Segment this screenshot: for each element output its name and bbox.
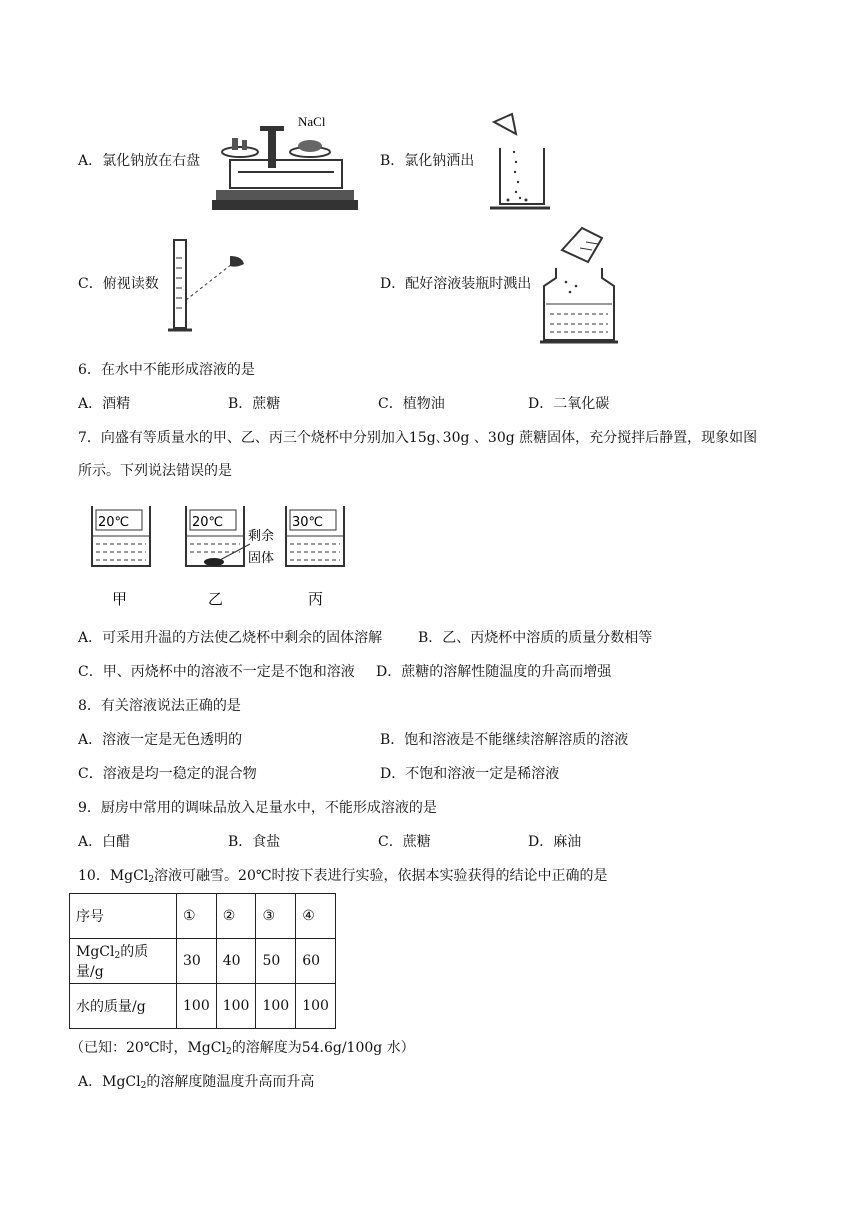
q6-option-c: C．植物油 <box>378 396 445 412</box>
q8-stem: 8．有关溶液说法正确的是 <box>78 698 241 714</box>
q5-option-c: C．俯视读数 <box>78 276 159 292</box>
q10-stem: 10．MgCl$_2$溶液可融雪。20℃时按下表进行实验，依据本实验获得的结论中正确的是 <box>78 868 608 885</box>
q7-stem-line2: 所示。下列说法错误的是 <box>78 463 232 479</box>
table-cell: 50 <box>256 939 296 984</box>
q5-option-a: A．氯化钠放在右盘 <box>78 153 201 169</box>
beaker-jia-label: 甲 <box>112 590 128 608</box>
q9-option-c: C．蔗糖 <box>378 834 431 850</box>
q5-option-d: D．配好溶液装瓶时溅出 <box>380 276 532 292</box>
balance-scale-image <box>210 112 360 212</box>
q10-note: （已知：20℃时，MgCl$_2$的溶解度为54.6g/100g 水） <box>70 1040 415 1057</box>
beaker-spill-image <box>486 112 552 212</box>
table-cell: 水的质量/g <box>70 984 177 1029</box>
residue-label-2: 固体 <box>248 551 275 566</box>
nacl-label: NaCl <box>298 114 326 129</box>
q7-option-c: C．甲、丙烧杯中的溶液不一定是不饱和溶液 <box>78 664 355 680</box>
q8-option-c: C．溶液是均一稳定的混合物 <box>78 766 257 782</box>
table-cell: 40 <box>216 939 256 984</box>
table-cell: MgCl$_2$的质量/g <box>70 939 177 984</box>
three-beakers-image <box>86 500 356 612</box>
q9-option-d: D．麻油 <box>528 834 582 850</box>
q7-option-a: A．可采用升温的方法使乙烧杯中剩余的固体溶解 <box>78 630 383 646</box>
table-cell: 序号 <box>70 894 177 939</box>
q8-option-b: B．饱和溶液是不能继续溶解溶质的溶液 <box>380 732 629 748</box>
beaker-yi-temp: 20℃ <box>192 515 224 530</box>
q7-option-b: B．乙、丙烧杯中溶质的质量分数相等 <box>418 630 653 646</box>
table-row <box>70 939 336 984</box>
q10-option-a: A．MgCl$_2$的溶解度随温度升高而升高 <box>78 1074 315 1091</box>
q7-stem-line1: 7．向盛有等质量水的甲、乙、丙三个烧杯中分别加入15g､30g 、30g 蔗糖固体，充分搅拌后静置，现象如图 <box>78 430 758 446</box>
table-cell: 100 <box>296 984 336 1029</box>
q9-stem: 9．厨房中常用的调味品放入足量水中，不能形成溶液的是 <box>78 800 437 816</box>
q8-option-d: D．不饱和溶液一定是稀溶液 <box>380 766 560 782</box>
table-row <box>70 984 336 1029</box>
q9-option-a: A．白醋 <box>78 834 131 850</box>
q8-option-a: A．溶液一定是无色透明的 <box>78 732 243 748</box>
table-cell: ② <box>216 894 256 939</box>
table-cell: 60 <box>296 939 336 984</box>
beaker-yi-label: 乙 <box>208 590 224 608</box>
table-cell: 30 <box>177 939 217 984</box>
table-cell: ④ <box>296 894 336 939</box>
table-row <box>70 894 336 939</box>
q7-option-d: D．蔗糖的溶解性随温度的升高而增强 <box>376 664 612 680</box>
table-cell: ① <box>177 894 217 939</box>
beaker-jia-temp: 20℃ <box>98 515 130 530</box>
graduated-cylinder-image <box>166 238 252 338</box>
q6-option-a: A．酒精 <box>78 396 131 412</box>
beaker-bing-label: 丙 <box>308 590 324 608</box>
q5-option-b: B．氯化钠洒出 <box>380 153 475 169</box>
mgcl2-table <box>69 893 336 1029</box>
beaker-bing-temp: 30℃ <box>292 515 324 530</box>
q6-stem: 6．在水中不能形成溶液的是 <box>78 362 255 378</box>
table-cell: 100 <box>256 984 296 1029</box>
q6-option-d: D．二氧化碳 <box>528 396 610 412</box>
table-cell: ③ <box>256 894 296 939</box>
q9-option-b: B．食盐 <box>228 834 281 850</box>
residue-label-1: 剩余 <box>248 529 275 544</box>
table-cell: 100 <box>177 984 217 1029</box>
bottle-pour-image <box>540 222 620 344</box>
q6-option-b: B．蔗糖 <box>228 396 281 412</box>
table-cell: 100 <box>216 984 256 1029</box>
